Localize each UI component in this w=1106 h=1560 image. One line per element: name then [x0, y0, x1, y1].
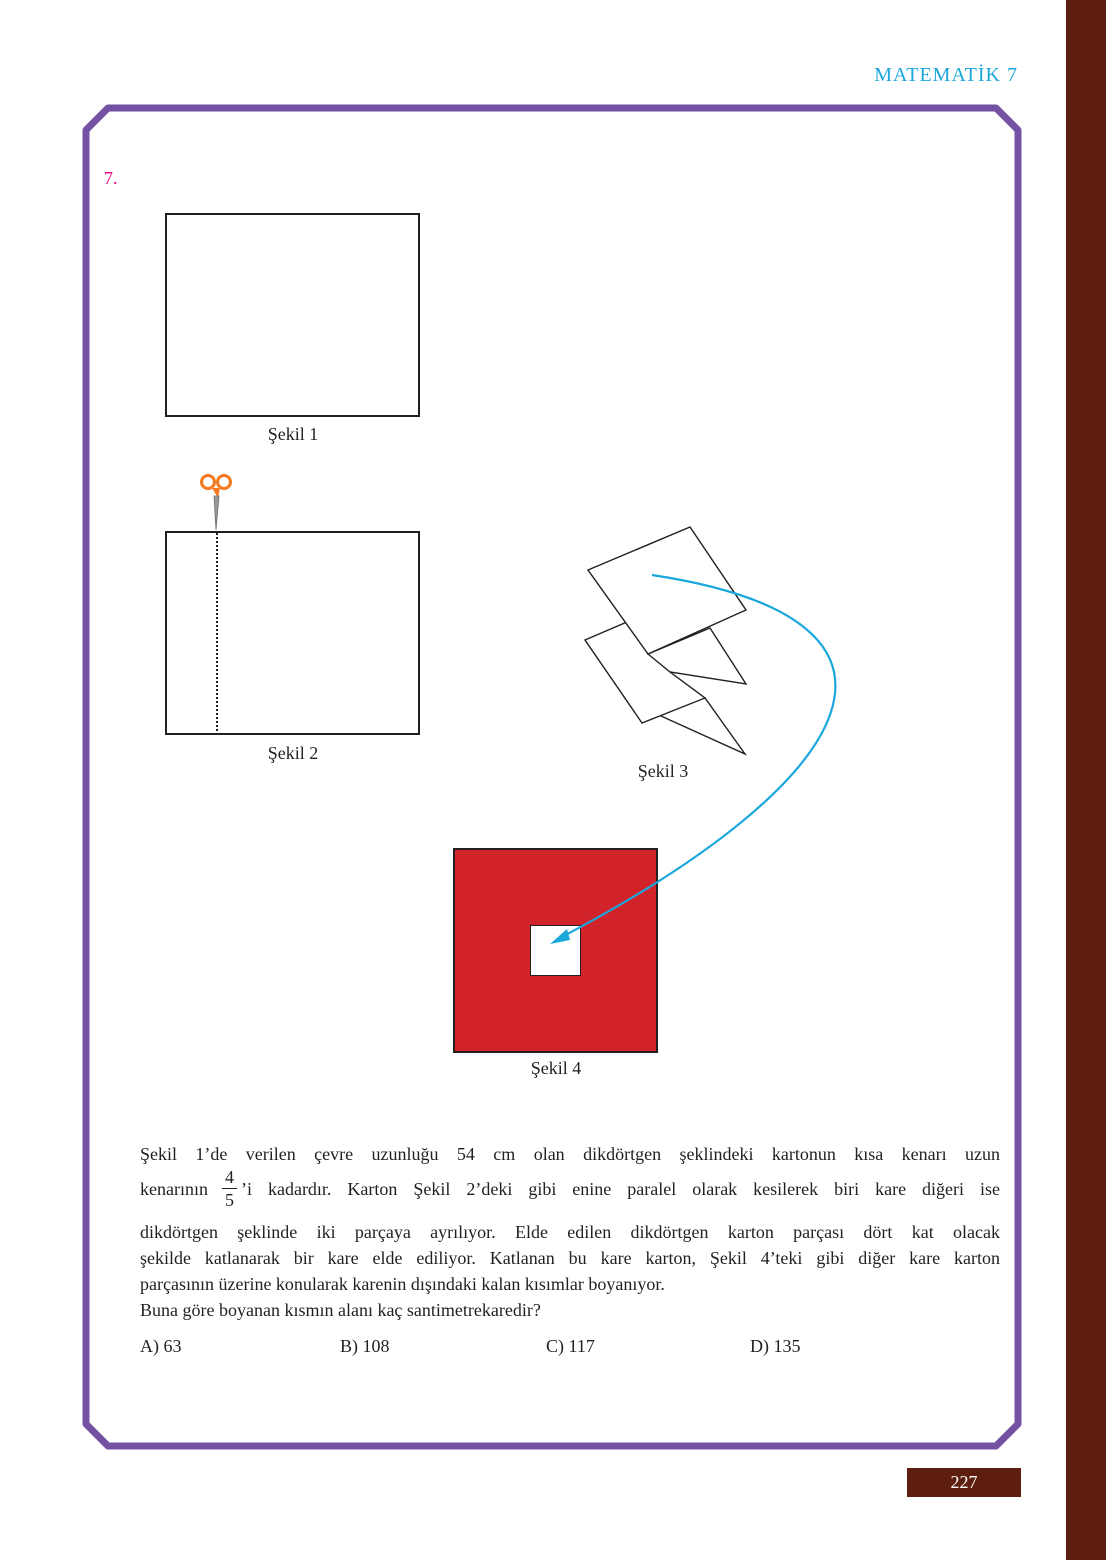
figure-1-caption: Şekil 1: [267, 424, 319, 444]
figure-4-caption: Şekil 4: [530, 1058, 582, 1078]
question-text-line-1: Şekil 1’de verilen çevre uzunluğu 54 cm olan dikdörtgen şeklindeki kartonun kısa kenarı uzun: [140, 1144, 1000, 1164]
question-text-line-3: dikdörtgen şeklinde iki parçaya ayrılıyor. Elde edilen dikdörtgen karton parçası dört kat olacak: [140, 1222, 1000, 1242]
option-b[interactable]: B) 108: [340, 1336, 390, 1356]
question-text-line-2: [140, 1168, 1000, 1209]
figure-1-rectangle: [165, 213, 420, 417]
cut-line: [216, 533, 218, 731]
line-2-tail: ’i kadardır. Karton Şekil 2’deki gibi enine paralel olarak kesilerek biri kare diğeri ise: [240, 1178, 1000, 1199]
figure-3-caption: Şekil 3: [637, 761, 689, 781]
fraction-denominator: 5: [224, 1190, 234, 1210]
line-2-lead: kenarının: [140, 1178, 208, 1199]
fraction-four-fifths: [222, 1168, 237, 1209]
page-number: 227: [907, 1468, 1021, 1497]
fraction-numerator: 4: [222, 1168, 237, 1189]
figure-2-caption: Şekil 2: [267, 743, 319, 763]
question-prompt: Buna göre boyanan kısmın alanı kaç santimetrekaredir?: [140, 1300, 541, 1320]
figure-2-rectangle: [165, 531, 420, 735]
figure-3-folded-paper: [580, 522, 760, 762]
option-c[interactable]: C) 117: [546, 1336, 595, 1356]
page-header: MATEMATİK 7: [874, 64, 1018, 86]
question-text-line-5: parçasının üzerine konularak karenin dışındaki kalan kısımlar boyanıyor.: [140, 1274, 665, 1294]
question-number: 7.: [104, 168, 118, 188]
option-a[interactable]: A) 63: [140, 1336, 182, 1356]
option-d[interactable]: D) 135: [750, 1336, 801, 1356]
question-text-line-4: şekilde katlanarak bir kare elde ediliyor. Katlanan bu kare karton, Şekil 4’teki gibi diğer kare karton: [140, 1248, 1000, 1268]
figure-4-small-square: [530, 925, 581, 976]
scissors-icon: [198, 472, 234, 534]
